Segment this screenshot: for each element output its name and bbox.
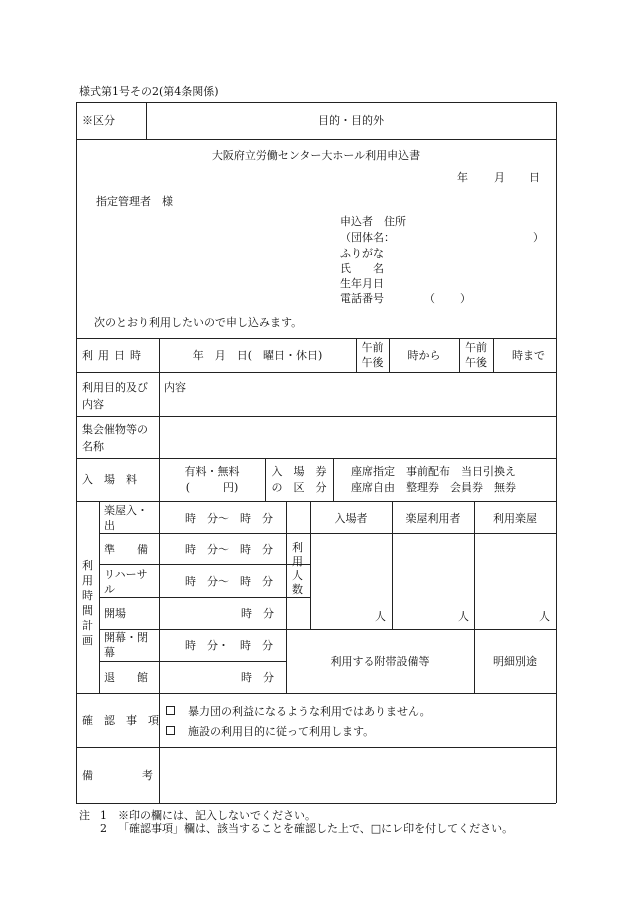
date-year[interactable]: 年: [457, 171, 468, 184]
person-unit: 人: [375, 610, 386, 623]
rule: [333, 458, 334, 501]
schedule-row-label: 準 備: [104, 543, 148, 556]
equipment-label: 利用する附帯設備等: [330, 655, 430, 668]
schedule-row-value[interactable]: 時 分〜 時 分: [185, 575, 273, 588]
rule: [99, 597, 310, 598]
kubun-label: ※区分: [82, 114, 115, 127]
ticket-types-row-1[interactable]: 座席指定 事前配布 当日引換え: [351, 465, 516, 478]
checkbox-2[interactable]: [166, 726, 175, 737]
am-option-1[interactable]: 午前: [361, 341, 384, 354]
count-header-dressing-rooms: 利用楽屋: [493, 512, 537, 525]
admission-yen[interactable]: ( 円): [185, 481, 239, 494]
schedule-row-label-2: 出: [104, 519, 115, 532]
phone-label[interactable]: 電話番号: [340, 292, 384, 305]
person-unit: 人: [458, 610, 469, 623]
rule: [76, 338, 556, 339]
schedule-row-label-2: ル: [104, 583, 115, 596]
remarks-field[interactable]: [160, 748, 555, 802]
furigana-label[interactable]: ふりがな: [340, 247, 384, 260]
org-name-close: ）: [533, 231, 544, 244]
rule: [159, 501, 160, 693]
purpose-label: 利用目的及び: [82, 381, 148, 394]
checkbox-icon: [166, 726, 175, 735]
note-text: ※印の欄には、記入しないでください。: [118, 809, 316, 822]
schedule-row-value[interactable]: 時 分: [241, 607, 274, 620]
pm-option-2[interactable]: 午後: [465, 356, 487, 369]
applicant-address-label[interactable]: 申込者 住所: [340, 215, 406, 228]
rule: [265, 458, 266, 501]
schedule-row-value[interactable]: 時 分: [241, 671, 274, 684]
rule: [556, 102, 557, 803]
schedule-row-label-2: 幕: [104, 646, 115, 659]
schedule-row-label: 開場: [104, 607, 126, 620]
schedule-row-value[interactable]: 時 分〜 時 分: [185, 512, 273, 525]
count-header-dressing-users: 楽屋利用者: [405, 512, 461, 525]
checkbox-1[interactable]: [166, 706, 175, 717]
event-name-field[interactable]: [160, 417, 555, 458]
intro-text: 次のとおり利用したいので申し込みます。: [94, 316, 303, 329]
rule: [493, 338, 494, 372]
schedule-row-label: 開幕・閉: [104, 631, 148, 644]
admission-label: 入 場 料: [82, 473, 137, 486]
rule: [99, 661, 286, 662]
confirmation-item: 施設の利用目的に従って利用します。: [188, 725, 375, 738]
am-option-2[interactable]: 午前: [465, 341, 487, 354]
ticket-types-row-2[interactable]: 座席自由 整理券 会員券 無券: [351, 481, 516, 494]
ticket-type-label-2: の 区 分: [271, 481, 327, 494]
checkbox-icon: [166, 706, 175, 715]
phone-paren-close: ）: [460, 292, 471, 305]
form-title: 大阪府立労働センター大ホール利用申込書: [211, 149, 421, 162]
person-unit: 人: [539, 610, 550, 623]
time-from[interactable]: 時から: [407, 349, 441, 362]
event-name-label: 集会催物等の: [82, 423, 148, 436]
note-number: 2: [100, 822, 107, 835]
rule: [76, 693, 556, 694]
rule: [76, 803, 556, 804]
purpose-field[interactable]: 内容: [164, 381, 186, 394]
confirmation-item: 暴力団の利益になるような利用ではありません。: [188, 705, 431, 718]
rule: [99, 564, 310, 565]
equipment-details: 明細別途: [493, 655, 537, 668]
name-label[interactable]: 氏 名: [340, 262, 384, 275]
schedule-side-label: 利 用 時 間 計 画: [82, 559, 93, 647]
schedule-row-label: リハーサ: [104, 568, 148, 581]
schedule-row-value[interactable]: 時 分・ 時 分: [185, 639, 273, 652]
phone-paren-open: （: [424, 292, 435, 305]
note-number: 1: [100, 809, 107, 822]
date-month[interactable]: 月: [494, 171, 505, 184]
purpose-category[interactable]: 目的・目的外: [318, 114, 384, 127]
purpose-label-2: 内容: [82, 398, 104, 411]
schedule-row-label: 退 館: [104, 671, 148, 684]
remarks-label-2: 考: [142, 769, 153, 782]
addressee: 指定管理者 様: [96, 195, 173, 208]
rule: [76, 458, 556, 459]
time-until[interactable]: 時まで: [512, 349, 545, 362]
ticket-type-label: 入 場 券: [271, 465, 327, 478]
usage-date-field[interactable]: 年 月 日( 曜日・休日): [192, 349, 323, 362]
rule: [99, 501, 100, 693]
rule: [76, 139, 556, 140]
form-id: 様式第1号その2(第4条関係): [79, 85, 219, 98]
confirmation-label: 確 認 事 項: [82, 714, 159, 727]
rule: [76, 102, 556, 103]
usage-date-label: 利用日時: [82, 349, 146, 362]
count-header-visitors: 入場者: [334, 512, 368, 525]
rule: [99, 629, 556, 630]
note-text: 「確認事項」欄は、該当することを確認した上で、□にレ印を付してください。: [118, 822, 514, 835]
remarks-label: 備: [82, 769, 93, 782]
pm-option-1[interactable]: 午後: [361, 356, 384, 369]
rule: [76, 102, 77, 803]
paid-free-option[interactable]: 有料・無料: [184, 465, 240, 478]
rule: [76, 501, 556, 502]
schedule-row-value[interactable]: 時 分〜 時 分: [185, 543, 273, 556]
event-name-label-2: 名称: [82, 440, 104, 453]
rule: [99, 533, 310, 534]
rule: [76, 372, 556, 373]
notes-prefix: 注: [79, 809, 90, 822]
count-label: 利 用 人 数: [292, 541, 303, 596]
date-day[interactable]: 日: [529, 171, 540, 184]
rule: [286, 501, 287, 629]
schedule-row-label: 楽屋入・: [104, 504, 148, 517]
org-name-label[interactable]: （団体名：: [340, 231, 395, 244]
birthdate-label[interactable]: 生年月日: [340, 277, 384, 290]
